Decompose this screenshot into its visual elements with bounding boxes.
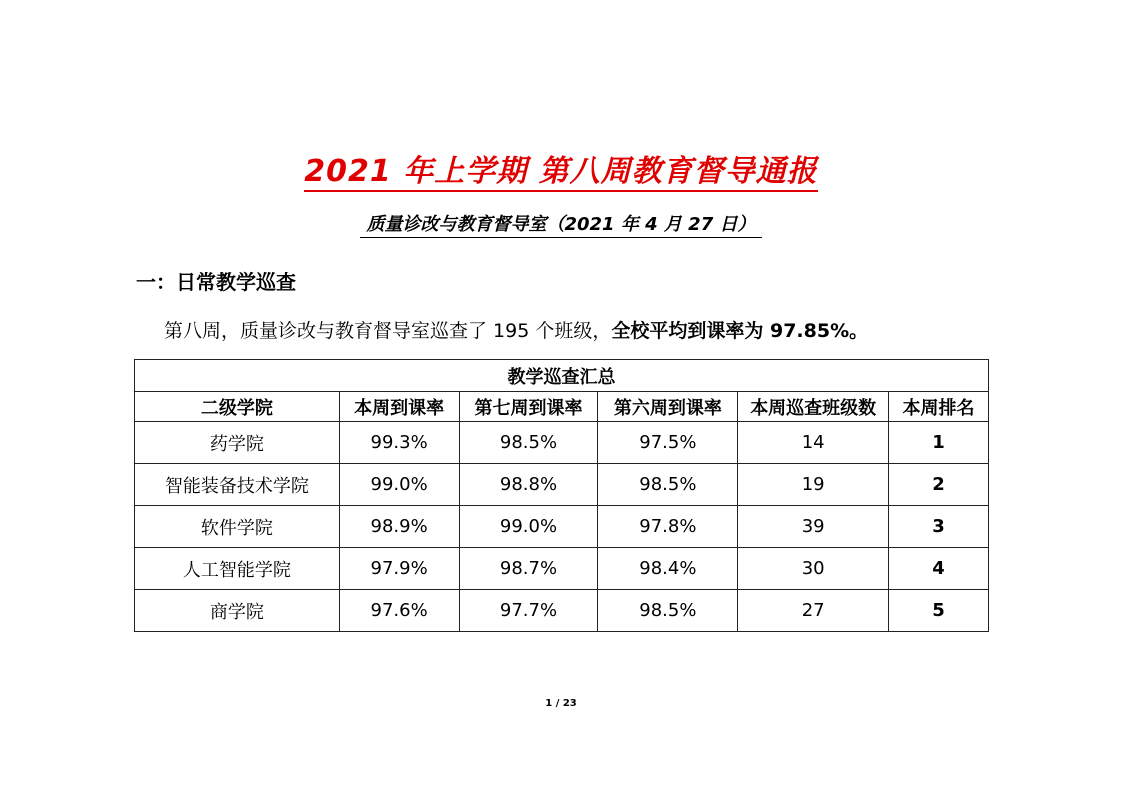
college-cell: 商学院 [135, 590, 340, 632]
week7-rate-cell: 98.8% [459, 464, 598, 506]
table-row [135, 590, 989, 632]
table-caption-row [135, 360, 989, 392]
column-header: 二级学院 [135, 392, 340, 422]
rank-cell: 5 [889, 590, 989, 632]
column-header: 第七周到课率 [459, 392, 598, 422]
this-week-rate-cell: 99.0% [339, 464, 459, 506]
column-header: 本周排名 [889, 392, 989, 422]
college-cell: 人工智能学院 [135, 548, 340, 590]
document-title [0, 146, 1122, 190]
week6-rate-cell: 97.8% [598, 506, 738, 548]
column-header: 第六周到课率 [598, 392, 738, 422]
rank-cell: 1 [889, 422, 989, 464]
table-row [135, 506, 989, 548]
week7-rate-cell: 99.0% [459, 506, 598, 548]
college-cell: 智能装备技术学院 [135, 464, 340, 506]
college-cell: 软件学院 [135, 506, 340, 548]
week7-rate-cell: 98.7% [459, 548, 598, 590]
table-row [135, 464, 989, 506]
this-week-rate-cell: 99.3% [339, 422, 459, 464]
document-subtitle-text: 质量诊改与教育督导室（2021 年 4 月 27 日） [360, 214, 761, 238]
week6-rate-cell: 98.4% [598, 548, 738, 590]
week6-rate-cell: 98.5% [598, 590, 738, 632]
class-count-cell: 14 [738, 422, 889, 464]
class-count-cell: 19 [738, 464, 889, 506]
rank-cell: 2 [889, 464, 989, 506]
section-heading: 一：日常教学巡查 [136, 270, 296, 294]
college-cell: 药学院 [135, 422, 340, 464]
this-week-rate-cell: 98.9% [339, 506, 459, 548]
this-week-rate-cell: 97.6% [339, 590, 459, 632]
table-row [135, 422, 989, 464]
page-number: 1 / 23 [545, 698, 577, 709]
table-row [135, 548, 989, 590]
column-header: 本周到课率 [339, 392, 459, 422]
class-count-cell: 39 [738, 506, 889, 548]
inspection-summary-table [134, 359, 989, 632]
summary-paragraph [164, 316, 868, 343]
summary-paragraph-plain: 第八周，质量诊改与教育督导室巡查了 195 个班级， [164, 320, 612, 342]
class-count-cell: 27 [738, 590, 889, 632]
summary-paragraph-bold: 全校平均到课率为 97.85%。 [611, 320, 869, 342]
class-count-cell: 30 [738, 548, 889, 590]
rank-cell: 4 [889, 548, 989, 590]
week6-rate-cell: 97.5% [598, 422, 738, 464]
document-subtitle [0, 210, 1122, 236]
this-week-rate-cell: 97.9% [339, 548, 459, 590]
week6-rate-cell: 98.5% [598, 464, 738, 506]
table-header-row [135, 392, 989, 422]
rank-cell: 3 [889, 506, 989, 548]
table-caption: 教学巡查汇总 [135, 360, 989, 392]
week7-rate-cell: 98.5% [459, 422, 598, 464]
column-header: 本周巡查班级数 [738, 392, 889, 422]
week7-rate-cell: 97.7% [459, 590, 598, 632]
document-title-text: 2021 年上学期 第八周教育督导通报 [304, 154, 817, 192]
